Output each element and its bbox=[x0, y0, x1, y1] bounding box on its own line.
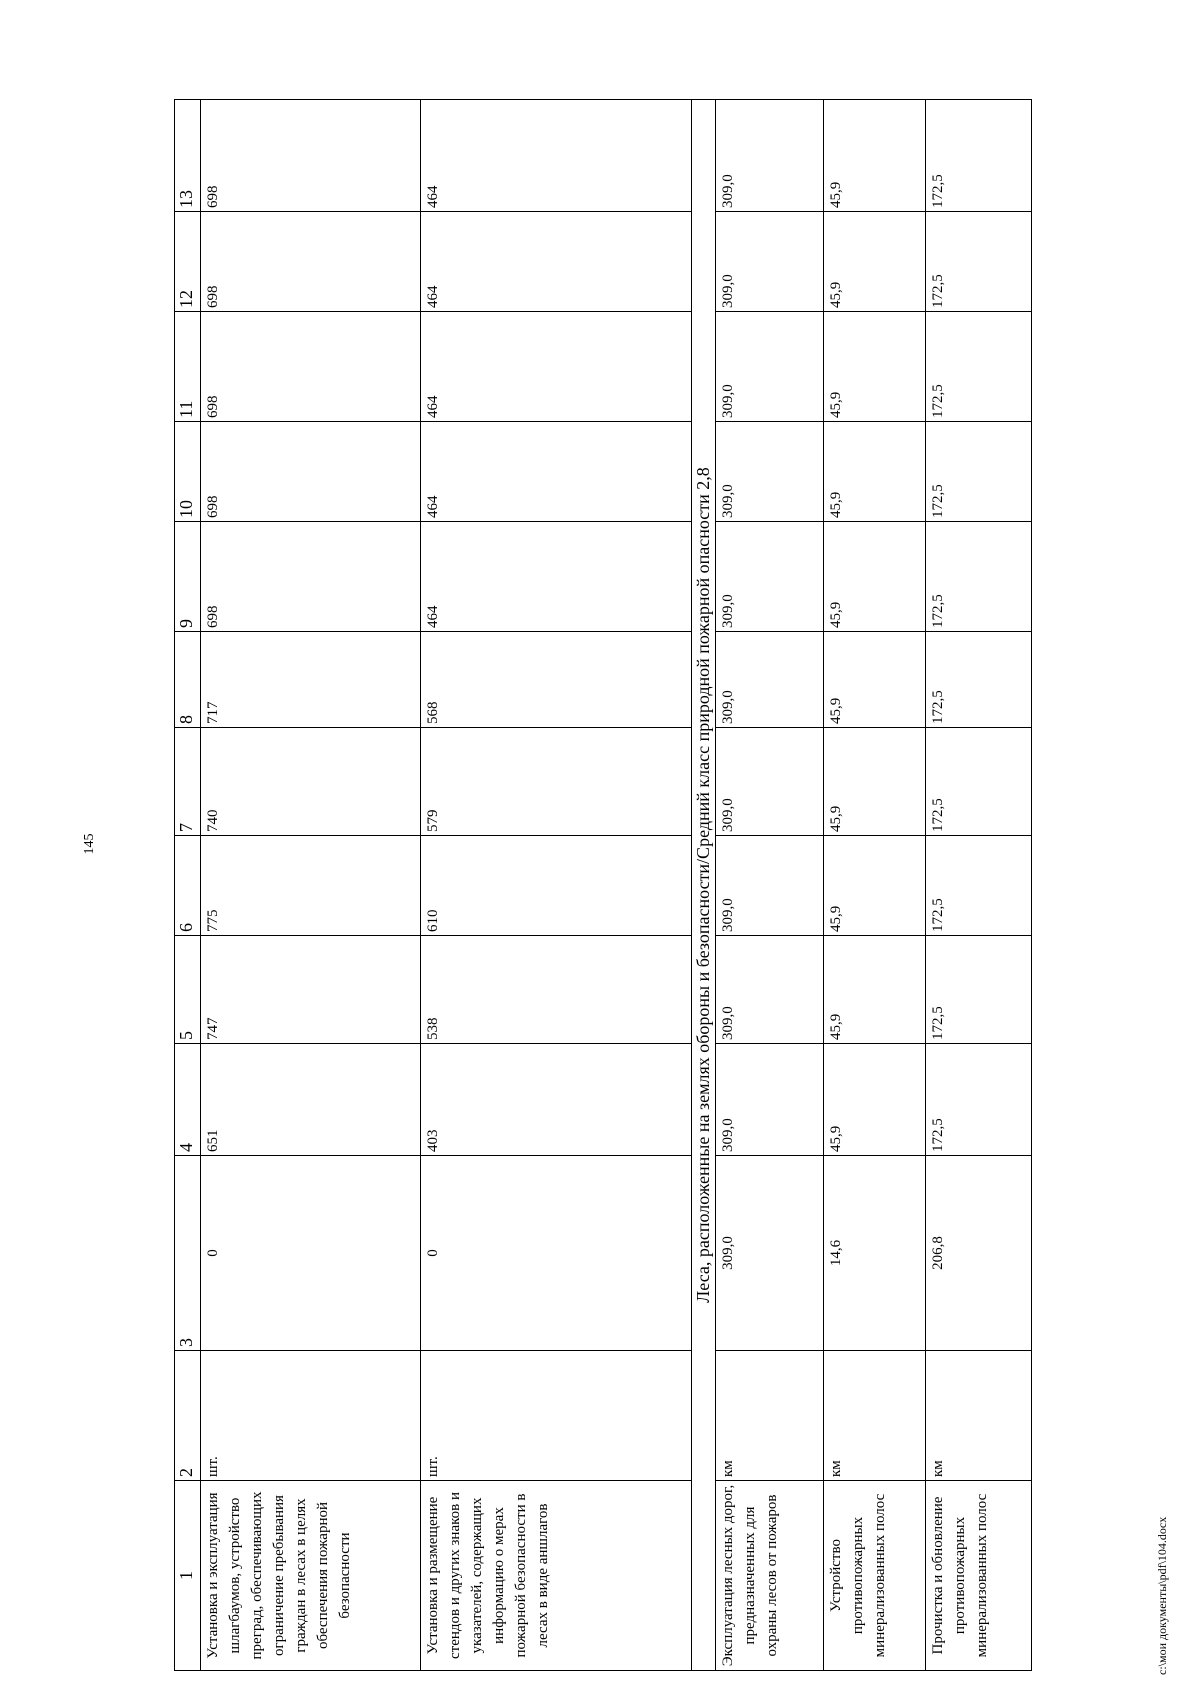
value-cell: 172,5 bbox=[925, 632, 1031, 728]
value-cell: 0 bbox=[420, 1156, 692, 1351]
column-header: 13 bbox=[175, 100, 201, 212]
value-cell: 309,0 bbox=[716, 212, 824, 312]
row-name-cell: Установка и эксплуатация шлагбаумов, устройство преград, обеспечивающих ограничение пребывания граждан в лесах в целях обеспечения пожарной безопасности bbox=[200, 1481, 420, 1671]
value-cell: 172,5 bbox=[925, 422, 1031, 522]
value-cell: 45,9 bbox=[824, 728, 925, 836]
column-header: 6 bbox=[175, 836, 201, 936]
value-cell: 698 bbox=[200, 100, 420, 212]
row-name-cell: Прочистка и обновление противопожарных минерализованных полос bbox=[925, 1481, 1031, 1671]
value-cell: 172,5 bbox=[925, 522, 1031, 632]
value-cell: 651 bbox=[200, 1044, 420, 1156]
value-cell: 172,5 bbox=[925, 728, 1031, 836]
value-cell: 172,5 bbox=[925, 936, 1031, 1044]
column-header: 5 bbox=[175, 936, 201, 1044]
value-cell: 403 bbox=[420, 1044, 692, 1156]
value-cell: 172,5 bbox=[925, 212, 1031, 312]
value-cell: 309,0 bbox=[716, 632, 824, 728]
value-cell: 45,9 bbox=[824, 836, 925, 936]
column-header: 8 bbox=[175, 632, 201, 728]
value-cell: 610 bbox=[420, 836, 692, 936]
value-cell: 464 bbox=[420, 312, 692, 422]
value-cell: 172,5 bbox=[925, 100, 1031, 212]
value-cell: 579 bbox=[420, 728, 692, 836]
row-name-cell: Установка и размещение стендов и других знаков и указателей, содержащих информацию о мерах пожарной безопасности в лесах в виде аншлагов bbox=[420, 1481, 692, 1671]
value-cell: 747 bbox=[200, 936, 420, 1044]
row-name-cell: Эксплуатация лесных дорог, предназначенных для охраны лесов от пожаров bbox=[716, 1481, 824, 1671]
value-cell: 309,0 bbox=[716, 100, 824, 212]
table-row bbox=[420, 100, 692, 1671]
value-cell: 172,5 bbox=[925, 312, 1031, 422]
column-header: 11 bbox=[175, 312, 201, 422]
row-name-cell: Устройство противопожарных минерализованных полос bbox=[824, 1481, 925, 1671]
unit-cell: км bbox=[824, 1351, 925, 1481]
section-title: Леса, расположенные на землях обороны и безопасности/Средний класс природной пожарной опасности 2,8 bbox=[692, 100, 716, 1671]
value-cell: 45,9 bbox=[824, 936, 925, 1044]
value-cell: 45,9 bbox=[824, 632, 925, 728]
value-cell: 538 bbox=[420, 936, 692, 1044]
value-cell: 568 bbox=[420, 632, 692, 728]
unit-cell: шт. bbox=[200, 1351, 420, 1481]
value-cell: 45,9 bbox=[824, 100, 925, 212]
value-cell: 775 bbox=[200, 836, 420, 936]
value-cell: 464 bbox=[420, 100, 692, 212]
column-header: 4 bbox=[175, 1044, 201, 1156]
table-row bbox=[200, 100, 420, 1671]
value-cell: 0 bbox=[200, 1156, 420, 1351]
value-cell: 309,0 bbox=[716, 312, 824, 422]
table-row bbox=[925, 100, 1031, 1671]
page-number: 145 bbox=[82, 833, 97, 855]
value-cell: 309,0 bbox=[716, 1156, 824, 1351]
column-header: 2 bbox=[175, 1351, 201, 1481]
value-cell: 45,9 bbox=[824, 422, 925, 522]
table-row bbox=[716, 100, 824, 1671]
value-cell: 464 bbox=[420, 522, 692, 632]
unit-cell: шт. bbox=[420, 1351, 692, 1481]
value-cell: 740 bbox=[200, 728, 420, 836]
unit-cell: км bbox=[716, 1351, 824, 1481]
unit-cell: км bbox=[925, 1351, 1031, 1481]
value-cell: 464 bbox=[420, 422, 692, 522]
value-cell: 309,0 bbox=[716, 836, 824, 936]
value-cell: 698 bbox=[200, 522, 420, 632]
value-cell: 172,5 bbox=[925, 1044, 1031, 1156]
value-cell: 698 bbox=[200, 212, 420, 312]
header-row bbox=[175, 100, 201, 1671]
value-cell: 309,0 bbox=[716, 728, 824, 836]
section-row bbox=[692, 100, 716, 1671]
value-cell: 14,6 bbox=[824, 1156, 925, 1351]
value-cell: 45,9 bbox=[824, 1044, 925, 1156]
file-path-footer: c:\мои документы\pdf\104.docx bbox=[1155, 1516, 1169, 1675]
value-cell: 206,8 bbox=[925, 1156, 1031, 1351]
value-cell: 698 bbox=[200, 312, 420, 422]
value-cell: 309,0 bbox=[716, 422, 824, 522]
column-header: 12 bbox=[175, 212, 201, 312]
value-cell: 698 bbox=[200, 422, 420, 522]
value-cell: 309,0 bbox=[716, 936, 824, 1044]
data-table bbox=[174, 99, 1032, 1671]
value-cell: 464 bbox=[420, 212, 692, 312]
value-cell: 717 bbox=[200, 632, 420, 728]
column-header: 10 bbox=[175, 422, 201, 522]
value-cell: 172,5 bbox=[925, 836, 1031, 936]
column-header: 9 bbox=[175, 522, 201, 632]
table-body bbox=[175, 100, 1032, 1671]
value-cell: 45,9 bbox=[824, 312, 925, 422]
value-cell: 45,9 bbox=[824, 212, 925, 312]
value-cell: 309,0 bbox=[716, 1044, 824, 1156]
column-header: 1 bbox=[175, 1481, 201, 1671]
table-row bbox=[824, 100, 925, 1671]
column-header: 3 bbox=[175, 1156, 201, 1351]
value-cell: 309,0 bbox=[716, 522, 824, 632]
column-header: 7 bbox=[175, 728, 201, 836]
value-cell: 45,9 bbox=[824, 522, 925, 632]
